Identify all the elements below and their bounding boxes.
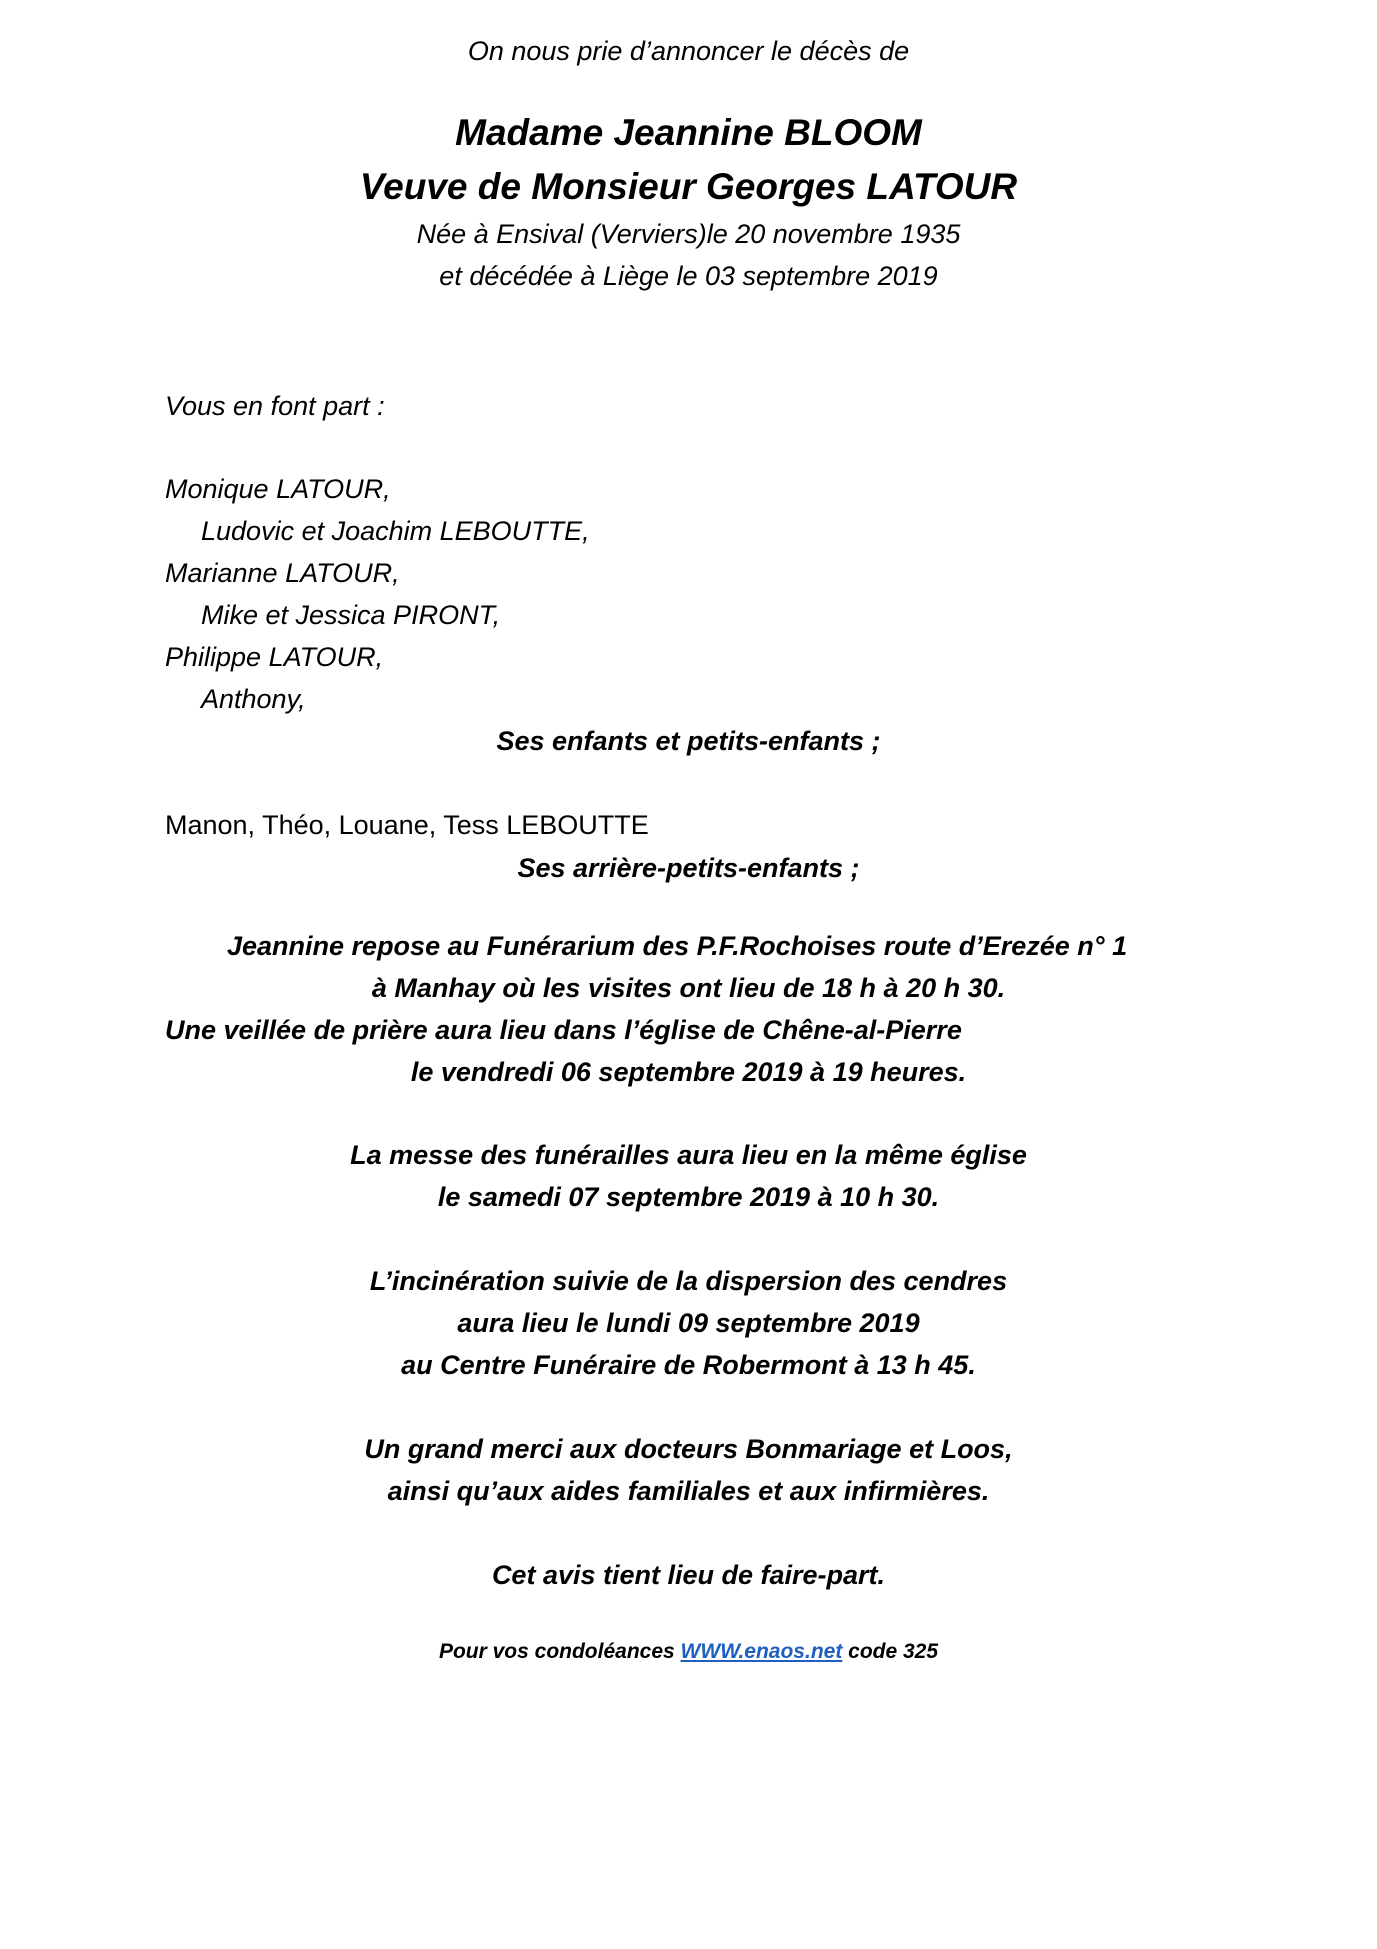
family-heading: Vous en font part : [165, 391, 385, 421]
cremation-line-2: aura lieu le lundi 09 septembre 2019 [457, 1308, 920, 1338]
condolences-line [0, 1641, 1377, 1662]
vigil-line-2: le vendredi 06 septembre 2019 à 19 heures. [410, 1057, 967, 1087]
birth-info: Née à Ensival (Verviers)le 20 novembre 1935 [416, 219, 961, 249]
condolences-link[interactable]: WWW.enaos.net [680, 1640, 843, 1663]
cremation-line-1: L’incinération suivie de la dispersion des cendres [369, 1266, 1008, 1296]
great-grandchildren: Manon, Théo, Louane, Tess LEBOUTTE [165, 810, 649, 840]
family-member: Philippe LATOUR, [165, 642, 384, 672]
family-member: Anthony, [201, 684, 306, 714]
thanks-line-2: ainsi qu’aux aides familiales et aux infirmières. [387, 1476, 990, 1506]
family-member: Monique LATOUR, [165, 474, 391, 504]
thanks-line-1: Un grand merci aux docteurs Bonmariage et Loos, [364, 1434, 1013, 1464]
mass-line-2: le samedi 07 septembre 2019 à 10 h 30. [437, 1182, 940, 1212]
family-member: Ludovic et Joachim LEBOUTTE, [201, 516, 590, 546]
vigil-line-1: Une veillée de prière aura lieu dans l’église de Chêne-al-Pierre [165, 1015, 962, 1045]
death-info: et décédée à Liège le 03 septembre 2019 [439, 261, 938, 291]
faire-part-notice: Cet avis tient lieu de faire-part. [491, 1560, 886, 1590]
repose-line-1: Jeannine repose au Funérarium des P.F.Rochoises route d’Erezée n° 1 [227, 931, 1128, 961]
condolences-prefix: Pour vos condoléances [438, 1640, 675, 1663]
great-grandchildren-label: Ses arrière-petits-enfants ; [517, 853, 860, 883]
condolences-code: code 325 [848, 1640, 939, 1663]
cremation-line-3: au Centre Funéraire de Robermont à 13 h 45. [401, 1350, 976, 1380]
notice-intro: On nous prie d’annoncer le décès de [467, 36, 910, 66]
widow-of: Veuve de Monsieur Georges LATOUR [359, 166, 1018, 207]
family-member: Marianne LATOUR, [165, 558, 400, 588]
mass-line-1: La messe des funérailles aura lieu en la même église [350, 1140, 1027, 1170]
family-member: Mike et Jessica PIRONT, [201, 600, 501, 630]
repose-line-2: à Manhay où les visites ont lieu de 18 h à 20 h 30. [371, 973, 1006, 1003]
children-label: Ses enfants et petits-enfants ; [496, 726, 881, 756]
deceased-name: Madame Jeannine BLOOM [455, 112, 922, 153]
